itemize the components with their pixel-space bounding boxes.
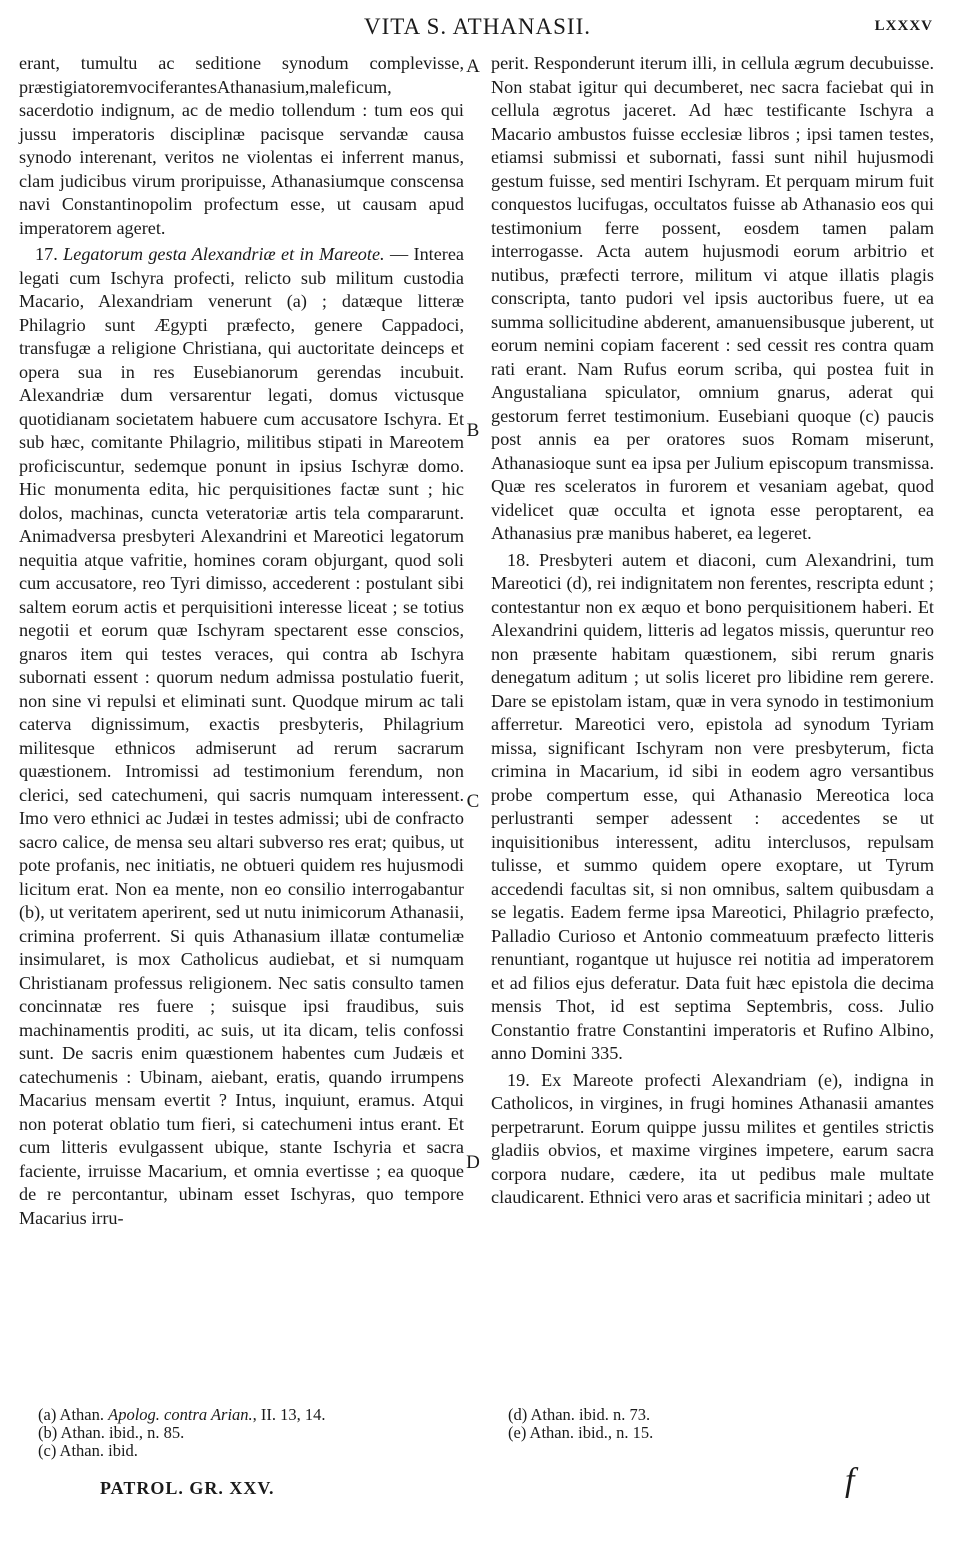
right-paragraph-19 [491, 1069, 934, 1210]
volume-signature: PATROL. GR. XXV. [100, 1478, 275, 1498]
section-number: 17. [35, 244, 58, 264]
page-header [0, 14, 955, 44]
right-column [491, 52, 934, 1210]
margin-marker-d: D [466, 1152, 480, 1173]
left-column [19, 52, 464, 1230]
footnote-a: (a) Athan. Apolog. contra Arian., II. 13, 14. [38, 1405, 326, 1424]
right-paragraph-1: perit. Responderunt iterum illi, in cellula ægrum decubuisse. Non stabat igitur qui decumberet, nec sacra faciebat qui in cellula ægrotus jaceret. Ad hæc testificante Ischyra a Macario ambustos fuisse ecclesiæ libros ; ipsi tamen testes, etiamsi submissi et subornati, fassi sunt nihil hujusmodi gestum fuisse, sed mentiri Ischyram. Et perquam mirum fuit conquestos lucifugas, occultatos fuisse ab Athanasio eos qui testimonium ferre possent, eosdem tamen palam interrogasse. Acta autem hujusmodi eorum arbitrio et nutibus, præfecti terrore, militum vi atque illatis plagis conscripta, tanto pudori vel ipsis auctoribus fuere, ut ea summa sollicitudine abderent, amanuensibusque juberent, ut eorum nemini copiam facerent : sed cessit res contra quam rati erant. Nam Rufus eorum scriba, qui postea fuit in Angustaliana spiculator, omnium gnarus, aderat qui gestorum ferret testimonium. Eusebiani quoque (c) paucis post annis ea per oratores suos Romam miserunt, Athanasioque sunt ea ipsa per Julium episcopum transmissa. Quæ res sceleratos in furorem et vesaniam agebat, quod videlicet quæ occulta et ignota esse peroptarent, ea Athanasius præ manibus haberet, ea legeret. [491, 53, 934, 543]
left-paragraph-17 [19, 243, 464, 1230]
right-paragraph-18 [491, 549, 934, 1066]
section-body: — Interea legati cum Ischyra profecti, relicto sub militum custodia Macario, Alexandriam venerunt (a) ; datæque litteræ Philagrio sunt Ægypti præfecto, genere Cappadoci, transfugæ a religione Christiana, qui auctoritate deinceps et opera sua in res Eusebianorum gerendas incubuit. Alexandriæ dum versarentur legati, domus victusque quotidianam societatem habuere cum accusatore Ischyra. Et sub hæc, comitante Philagrio, militibus stipati in Mareotem proficiscuntur, sedemque ponunt in ipsius Ischyræ domo. Hic monumenta edita, hic perquisitiones factæ sunt ; hic dolos, machinas, cuncta veteratoriæ artis tela compararunt. Animadversa presbyteri Alexandrini et Mareotici legatorum nequitia atque vafritie, homines coram objurgant, quod soli cum accusatore, reo Tyri dimisso, accederent : postulant sibi saltem eorum actis et perquisitioni interesse liceat ; se totius negotii et eorum quæ Ischyram spectarent esse conscios, gnaros item qui testes veraces, qui contra ab Ischyra subornati essent : quorum nedum admissa postulatio fuerit, non sine vi repulsi et eliminati sunt. Quodque mirum ac tali caterva dignissimum, exactis presbyteris, Philagrium militesque ethnicos admiserunt ad rerum sacrarum quæstionem. Intromissi ad testimonium ferendum, non clerici, sed catechumeni, qui sacris numquam interessent. Imo vero ethnici ac Judæi in testes admissi; ubi de confracto sacro calice, de mensa seu altari subverso res erat; quibus, ut pote profanis, nec initiatis, ne obtueri quidem res hujusmodi licitum erat. Non ea mente, non eo consilio interrogabantur (b), ut veritatem aperirent, sed ut nutu inimicorum Athanasii, crimina proferrent. Si quis Athanasium illatæ contumeliæ insimularet, is mox Catholicus audiebat, et si numquam Christianam professus religionem. Nec satis consulto tamen concinnatæ res fuere ; suisque ipsi fraudibus, suis machinamentis proditi, ac suis, ut ita dicam, telis confossi sunt. De sacris enim quæstionem habentes cum Judæis et catechumenis : Ubinam, aiebant, eratis, quando irrumpens Macarius mensam evertit ? Intus, inquiunt, eramus. Atqui non poterat oblatio tum fieri, si catechumeni intus erant. Et cum litteris evulgassent ubique, stante Ischyria et sacra faciente, irruisse Macarium, et omnia evertisse ; ea quoque de re percontantur, ubinam esset Ischyras, quo tempore Macarius irru- [19, 244, 465, 1228]
gathering-signature: f [845, 1462, 855, 1499]
footnote-d: (d) Athan. ibid. n. 73. [508, 1405, 651, 1424]
footnote-b: (b) Athan. ibid., n. 85. [38, 1423, 185, 1442]
footnotes-right [508, 1406, 928, 1442]
section-body: Ex Mareote profecti Alexandriam (e), indigna in Catholicos, in virgines, in frugi homines Athanasii amantes perpetrarunt. Eorum quippe jussu milites et gentiles strictis gladiis obvios, et maxime virgines impetere, earum sacra corpora nudare, cædere, ita ut pedibus male multate claudicarent. Ethnici vero aras et sacrificia minitari ; adeo ut [491, 1069, 934, 1207]
section-body: Presbyteri autem et diaconi, cum Alexandrini, tum Mareotici (d), rei indignitatem non ferentes, rescripta edunt ; contestantur non ex æquo et bono perquisitionem haberi. Et Alexandrini quidem, litteris ad legatos missis, queruntur reo non præsente habitam quæstionem, sibi rerum gnaris denegatum aditum ; ut solis liceret pro libidine rem gerere. Dare se epistolam istam, quæ in vera synodo in testimonium afferretur. Mareotici vero, epistola ad synodum Tyriam missa, significant Ischyram non vere presbyterum, ficta crimina in Macarium, id sibi in eodem agro versantibus probe compertum esse, qui Athanasio Mereotica loca perlustranti semper adessent : accedentes se ut inquisitionibus interessent, aditu interclusos, repulsam tulisse, et summo quidem opere exoptare, ut Tyrum accedendi facultas sit, si non omnibus, saltem quibusdam a se legatis. Eadem ferme ipsa Mareotici, Philagrio præfecto, Palladio Curioso et Antonio commeatuum præfecto litteris renuntiant, rogantque ut hujusce rei notitia ad imperatorem et ad filios ejus deferatur. Data fuit hæc epistola die decima mensis Thot, id est septima Septembris, coss. Julio Constantio fratre Constantini imperatoris et Rufino Albino, anno Domini 335. [491, 549, 934, 1063]
page-number: LXXXV [874, 18, 933, 34]
section-number: 19. [507, 1069, 530, 1090]
footnotes-left [38, 1406, 458, 1460]
margin-marker-c: C [466, 791, 480, 812]
section-number: 18. [507, 549, 530, 570]
margin-marker-a: A [466, 56, 480, 77]
running-title: VITA S. ATHANASII. [364, 14, 591, 39]
left-paragraph-1: erant, tumultu ac seditione synodum complevisse, præstigiatoremvociferantesAthanasium,maleficum, sacerdotio indignum, ac de medio tollendum : tum eos qui jussu imperatoris disciplinæ pacisque servandæ causa synodo interenant, veritos ne violentas ei inferrent manus, clam judicibus virum proripuisse, Athanasiumque conscensa navi Constantinopolim profectum esse, ut causam apud imperatorem ageret. [19, 53, 464, 238]
margin-marker-b: B [466, 420, 480, 441]
section-title: Legatorum gesta Alexandriæ et in Mareote. [63, 244, 385, 264]
footnote-c: (c) Athan. ibid. [38, 1441, 138, 1460]
footnote-e: (e) Athan. ibid., n. 15. [508, 1423, 654, 1442]
